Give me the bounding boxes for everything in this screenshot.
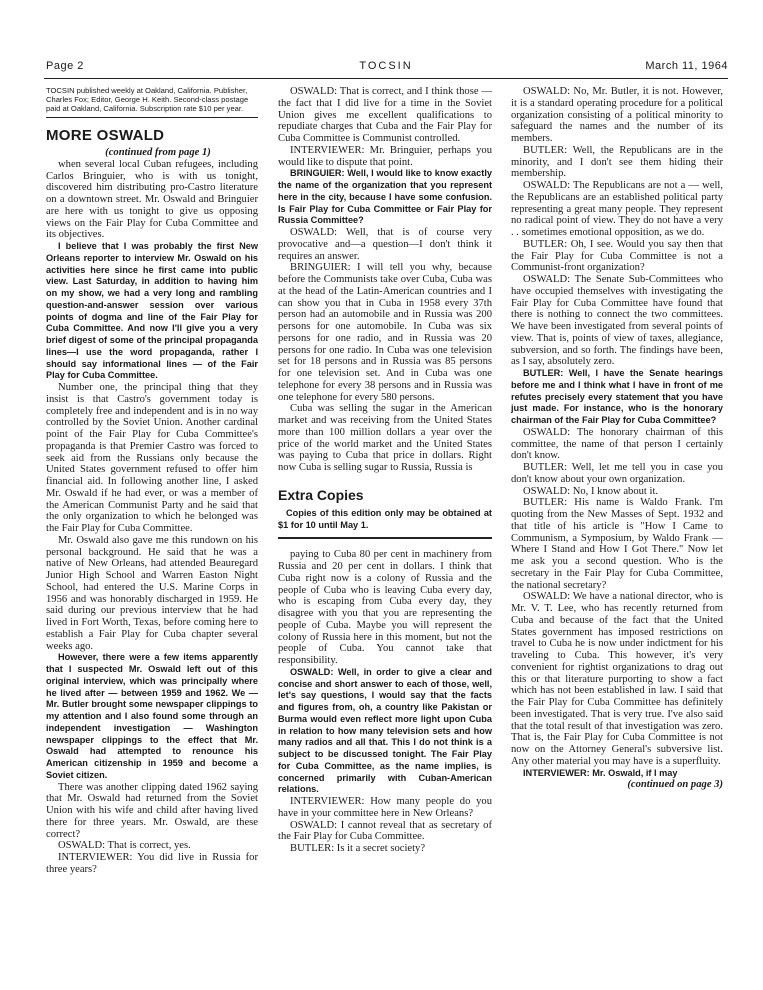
paragraph: OSWALD: I cannot reveal that as secretary of the Fair Play for Cuba Committee. — [278, 819, 492, 843]
paragraph: INTERVIEWER: You did live in Russia for three years? — [46, 852, 258, 875]
paragraph: BUTLER: His name is Waldo Frank. I'm quoting from the New Masses of Sept. 1932 and that title of his article is "How I Came to Communism, a Symposium, by Waldo Frank — Where I Stand and How I Got There." Now let me ask you a second question. Who is the secretary in the Fair Play for Cuba Committee, the national secretary? — [511, 497, 723, 591]
paragraph: OSWALD: The Republicans are not a — well, the Republicans are an established political party representing a great many people. They represent no radical point of view. They do not have a very . . sometimes emotional opposition, as we do. — [511, 180, 723, 238]
masthead-notice: TOCSIN published weekly at Oakland, California. Publisher, Charles Fox; Editor, George H. Keith. Second-class postage paid at Oakland, California. Subscription rate $10 per year. — [46, 86, 258, 118]
paragraph: Cuba was selling the sugar in the American market and was receiving from the United States more than 100 million dollars a year over the price of the world market and the United States was paying to Cuba that price in dollars. Right now Cuba is selling sugar to Russia, Russia is — [278, 403, 492, 473]
paragraph: INTERVIEWER: How many people do you have in your committee here in New Orleans? — [278, 796, 492, 819]
column-1 — [46, 86, 258, 976]
column-1-body — [46, 159, 258, 876]
publication-title: TOCSIN — [359, 60, 413, 72]
article-title: MORE OSWALD — [46, 127, 165, 144]
paragraph: OSWALD: That is correct, yes. — [58, 840, 191, 852]
extra-copies-rule — [278, 537, 492, 539]
page-header — [44, 58, 728, 76]
paragraph: OSWALD: That is correct, and I think those — the fact that I did live for a time in the Soviet Union gives me excellent qualifications to repudiate charges that Cuba and the Fair Play for Cuba Committee is Communist controlled. — [278, 86, 492, 144]
paragraph: OSWALD: No, I know about it. — [523, 485, 659, 497]
paragraph: BRINGUIER: I will tell you why, because before the Communists take over Cuba, Cuba was at the head of the Latin-American countries and I can show you that in Cuba in 1958 every 37th person had an automobile and in Russia was 200 persons for one automobile. In Cuba was six persons for one radio, and in Russia was 20 persons for one radio. In Cuba was one television set for 18 persons and in Russia was 85 persons for one television set. And in Cuba was one telephone for every 38 persons and in Russia was one telephone for every 580 persons. — [278, 262, 492, 403]
column-2 — [278, 86, 492, 976]
continued-from-note: (continued from page 1) — [105, 147, 211, 158]
extra-copies-text: Copies of this edition only may be obtained at $1 for 10 until May 1. — [278, 507, 492, 530]
paragraph: BUTLER: Well, let me tell you in case you don't know about your own organization. — [511, 462, 723, 485]
paragraph: Number one, the principal thing that they insist is that Castro's government today is completely free and independent and is in no way controlled by the Soviet Union. Another cardinal point of the Fair Play for Cuba Committee's propaganda is that Premier Castro was forced to seek aid from the Russians only because the United States government refused to offer him financial aid. In following another line, I asked Mr. Oswald if he had ever, or was a member of the American Communist Party and he said that the only organization to which he belonged was the Fair Play for Cuba Committee. — [46, 382, 258, 534]
paragraph: BUTLER: Is it a secret society? — [290, 843, 426, 854]
column-3-body — [511, 86, 723, 779]
paragraph: I believe that I was probably the first New Orleans reporter to interview Mr. Oswald on his activities here since he first came into public view. Last Saturday, in addition to having him on my show, we had a very long and rambling question-and-answer session over various points of dogma and line of the Fair Play for Cuba Committee. And now I'll give you a very brief digest of some of the principal propaganda lines—I use the word propaganda, rather I should say informational lines — of the Fair Play for Cuba Committee. — [46, 241, 258, 381]
paragraph: OSWALD: We have a national director, who is Mr. V. T. Lee, who has recently returned from Cuba and because of the fact that the United States government has imposed restrictions on travel to Cuba he is now under indictment for his traveling to Cuba. This however, it's very convenient for rightist organizations to drag out this or that literature purporting to show a fact which has not been established in law. I said that the Fair Play for Cuba Committee has definitely been investigated. That is very true. I've also said that the total result of that investigation was zero. That is, the Fair Play for Cuba Committee is not now on the Attorney General's subversive list. Any other material you may have is a superfluity. — [511, 591, 723, 767]
page-number: Page 2 — [46, 60, 84, 72]
paragraph: There was another clipping dated 1962 saying that Mr. Oswald had returned from the Soviet Union with his wife and child after having lived there for three years. Mr. Oswald, are these correct? — [46, 781, 258, 840]
issue-date: March 11, 1964 — [645, 60, 728, 72]
paragraph: However, there were a few items apparently that I suspected Mr. Oswald left out of this original interview, which was principally where he lived after — between 1959 and 1962. We — Mr. Butler brought some newspaper clippings to my attention and I also found some through an independent investigation — Washington newspaper clippings to the effect that Mr. Oswald had attempted to renounce his American citizenship in 1959 and become a Soviet citizen. — [46, 652, 258, 780]
continued-on-note: (continued on page 3) — [627, 779, 723, 791]
paragraph: paying to Cuba 80 per cent in machinery from Russia and 20 per cent in dollars. I think that Cuba right now is a colony of Russia and the people of Cuba who is leaving Cuba every day, who is escaping from Cuba every day, they disagree with you that you are representing the people of Cuba. Maybe you will represent the colony of Russia here in this moment, but not the people of Cuba. You cannot take that responsibility. — [278, 549, 492, 666]
paragraph: BUTLER: Oh, I see. Would you say then that the Fair Play for Cuba Committee is not a Communist-front organization? — [511, 238, 723, 274]
paragraph: INTERVIEWER: Mr. Bringuier, perhaps you would like to dispute that point. — [278, 144, 492, 168]
extra-copies-box — [278, 486, 492, 540]
paragraph: BRINGUIER: Well, I would like to know exactly the name of the organization that you represent here in the city, because I have some confusion. Is Fair Play for Cuba Committee or Fair Play for Russia Committee? — [278, 168, 492, 226]
header-rule — [44, 78, 728, 79]
paragraph: when several local Cuban refugees, including Carlos Bringuier, who is with us tonight, discovered him distributing pro-Castro literature on a downtown street. Mr. Oswald and Bringuier are here with us tonight to give us opposing views on the Fair Play for Cuba Committee and its objectives. — [46, 158, 258, 241]
paragraph: OSWALD: Well, in order to give a clear and concise and short answer to each of those, well, let's say questions, I would say that the facts and figures from, oh, a country like Pakistan or Burma would even reflect more light upon Cuba in relation to how many television sets and how many radios and all that. This I do not think is a subject to be discussed tonight. The Fair Play for Cuba Committee, as the name implies, is concerned primarily with Cuban-American relations. — [278, 666, 492, 795]
paragraph: INTERVIEWER: Mr. Oswald, if I may — [523, 767, 678, 778]
column-3 — [511, 86, 723, 976]
column-2-body-bottom — [278, 549, 492, 855]
paragraph: Mr. Oswald also gave me this rundown on his personal background. He said that he was a native of New Orleans, had attended Beauregard Junior High School and Warren Easton Night School, had entered the U.S. Marine Corps in 1956 and was honorably discharged in 1959. He said during our previous interview that he had lived in Fort Worth, Texas, before coming here to establish a Fair Play for Cuba chapter several weeks ago. — [46, 534, 258, 652]
column-2-body-top — [278, 86, 492, 474]
paragraph: OSWALD: The honorary chairman of this committee, the name of that person I certainly don't know. — [511, 426, 723, 462]
paragraph: OSWALD: Well, that is of course very provocative and—a question—I don't think it requires an answer. — [278, 227, 492, 262]
paragraph: OSWALD: No, Mr. Butler, it is not. However, it is a standard operating procedure for a political organization consisting of a political minority to safeguard the names and the number of its members. — [511, 86, 723, 144]
paragraph: OSWALD: The Senate Sub-Committees who have occupied themselves with investigating the Fair Play for Cuba Committee have found that there is nothing to connect the two committees. We have been investigated from several points of view. That is, points of view of taxes, allegiance, subversion, and so forth. The findings have been, as I say, absolutely zero. — [511, 274, 723, 368]
extra-copies-title: Extra Copies — [278, 486, 364, 503]
paragraph: BUTLER: Well, I have the Senate hearings before me and I think what I have in front of me refutes precisely every statement that you have just made. For instance, who is the honorary chairman of the Fair Play for Cuba Committee? — [511, 368, 723, 425]
paragraph: BUTLER: Well, the Republicans are in the minority, and I don't see them hiding their membership. — [511, 144, 723, 180]
